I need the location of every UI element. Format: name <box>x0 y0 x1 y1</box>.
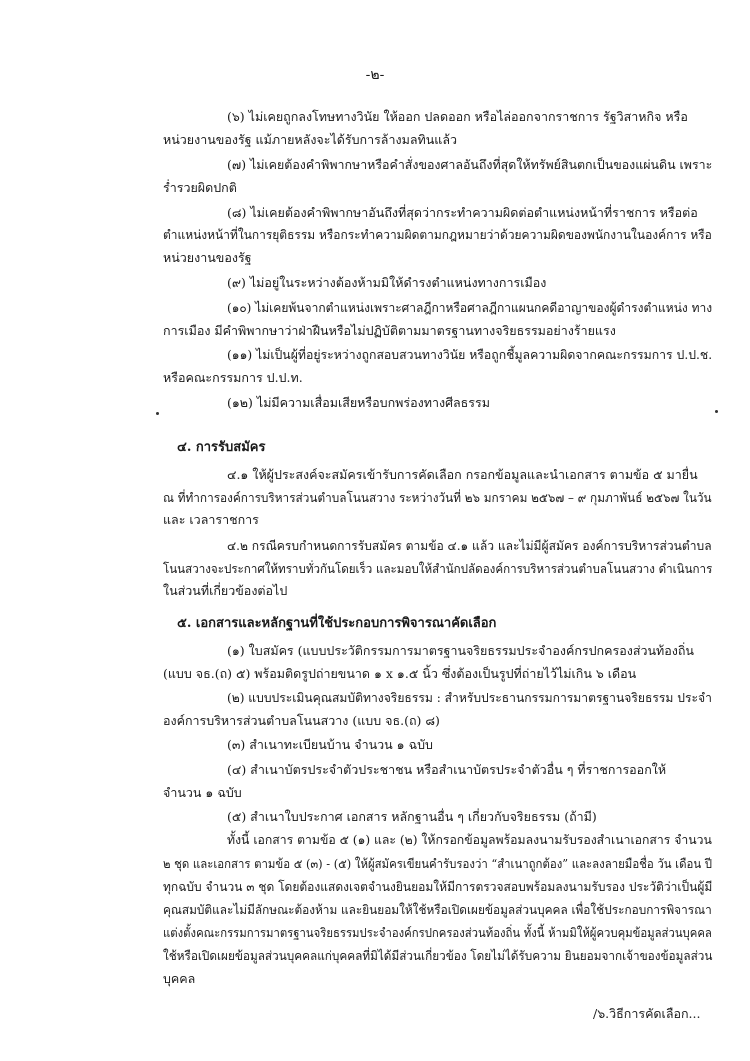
item-8-line-3: หน่วยงานของรัฐ <box>163 250 252 265</box>
section-4-2-line-2: โนนสวางจะประกาศให้ทราบทั่วกันโดยเร็ว และมอบให้สำนักปลัดองค์การบริหารส่วนตำบลโนนสวาง ดำเนินการ <box>163 561 713 576</box>
page-number: -๒- <box>365 67 385 83</box>
section-5-item-2-line-1: (๒) แบบประเมินคุณสมบัติทางจริยธรรม : สำหรับประธานกรรมการมาตรฐานจริยธรรม ประจำ <box>227 690 712 705</box>
scan-speck <box>715 410 718 413</box>
section-4-heading: ๔. การรับสมัคร <box>177 440 266 455</box>
continuation-note: /๖.วิธีการคัดเลือก... <box>593 1006 701 1021</box>
item-12-line-1: (๑๒) ไม่มีความเสื่อมเสียหรือบกพร่องทางศีลธรรม <box>227 395 490 410</box>
section-5-item-3: (๓) สำเนาทะเบียนบ้าน จำนวน ๑ ฉบับ <box>227 737 433 752</box>
section-5-note-line-7: บุคคล <box>163 971 196 986</box>
item-11-line-1: (๑๑) ไม่เป็นผู้ที่อยู่ระหว่างถูกสอบสวนทางวินัย หรือถูกชี้มูลความผิดจากคณะกรรมการ ป.ป.ช. <box>227 347 713 362</box>
section-5-item-1-line-2: (แบบ จธ.(ถ) ๕) พร้อมติดรูปถ่ายขนาด ๑ x ๑.๕ นิ้ว ซึ่งต้องเป็นรูปที่ถ่ายไว้ไม่เกิน ๖ เดือน <box>163 666 637 681</box>
item-9-line-1: (๙) ไม่อยู่ในระหว่างต้องห้ามมิให้ดำรงตำแหน่งทางการเมือง <box>227 275 547 290</box>
item-6-line-2: หน่วยงานของรัฐ แม้ภายหลังจะได้รับการล้างมลทินแล้ว <box>163 132 458 147</box>
section-4-1-line-1: ๔.๑ ให้ผู้ประสงค์จะสมัครเข้ารับการคัดเลือก กรอกข้อมูลและนำเอกสาร ตามข้อ ๕ มายื่น <box>227 467 698 482</box>
item-6-line-1: (๖) ไม่เคยถูกลงโทษทางวินัย ให้ออก ปลดออก หรือไล่ออกจากราชการ รัฐวิสาหกิจ หรือ <box>227 109 688 124</box>
item-7-line-1: (๗) ไม่เคยต้องคำพิพากษาหรือคำสั่งของศาลอันถึงที่สุดให้ทรัพย์สินตกเป็นของแผ่นดิน เพราะ <box>227 157 713 172</box>
section-5-note-line-4: คุณสมบัติและไม่มีลักษณะต้องห้าม และยินยอมให้ใช้หรือเปิดเผยข้อมูลส่วนบุคคล เพื่อใช้ประกอบการพิจารณา <box>163 902 712 917</box>
section-5-item-2-line-2: องค์การบริหารส่วนตำบลโนนสวาง (แบบ จธ.(ถ) ๘) <box>163 713 440 728</box>
item-10-line-1: (๑๐) ไม่เคยพ้นจากตำแหน่งเพราะศาลฎีกาหรือศาลฎีกาแผนกคดีอาญาของผู้ดำรงตำแหน่ง ทาง <box>227 300 713 315</box>
section-5-note-line-3: ทุกฉบับ จำนวน ๓ ชุด โดยต้องแสดงเจตจำนงยินยอมให้มีการตรวจสอบพร้อมลงนามรับรอง ประวัติว่าเป็นผู้มี <box>163 879 713 894</box>
item-11-line-2: หรือคณะกรรมการ ป.ป.ท. <box>163 370 303 385</box>
section-5-note-line-2: ๒ ชุด และเอกสาร ตามข้อ ๕ (๓) - (๕) ให้ผู้สมัครเขียนคำรับรองว่า “สำเนาถูกต้อง” และลงลายมือชื่อ วัน เดือน ปี <box>163 856 712 871</box>
section-5-item-5: (๕) สำเนาใบประกาศ เอกสาร หลักฐานอื่น ๆ เกี่ยวกับจริยธรรม (ถ้ามี) <box>227 809 597 824</box>
scan-speck <box>156 412 159 415</box>
section-5-item-4-line-2: จำนวน ๑ ฉบับ <box>163 785 242 800</box>
section-5-heading: ๕. เอกสารและหลักฐานที่ใช้ประกอบการพิจารณาคัดเลือก <box>177 616 497 631</box>
section-4-1-line-3: และ เวลาราชการ <box>163 512 259 527</box>
section-4-2-line-1: ๔.๒ กรณีครบกำหนดการรับสมัคร ตามข้อ ๔.๑ แล้ว และไม่มีผู้สมัคร องค์การบริหารส่วนตำบล <box>227 538 712 553</box>
section-5-note-line-5: แต่งตั้งคณะกรรมการมาตรฐานจริยธรรมประจำองค์กรปกครองส่วนท้องถิ่น ทั้งนี้ ห้ามมิให้ผู้ควบคุมข้อมูลส่วนบุคคล <box>163 925 712 940</box>
item-8-line-1: (๘) ไม่เคยต้องคำพิพากษาอันถึงที่สุดว่ากระทำความผิดต่อตำแหน่งหน้าที่ราชการ หรือต่อ <box>227 205 698 220</box>
section-5-note-line-6: ใช้หรือเปิดเผยข้อมูลส่วนบุคคลแก่บุคคลที่มิได้มีส่วนเกี่ยวข้อง โดยไม่ได้รับความ ยินยอมจากเจ้าของข้อมูลส่วน <box>163 948 713 963</box>
section-4-2-line-3: ในส่วนที่เกี่ยวข้องต่อไป <box>163 583 288 598</box>
item-8-line-2: ตำแหน่งหน้าที่ในการยุติธรรม หรือกระทำความผิดตามกฎหมายว่าด้วยความผิดของพนักงานในองค์การ หรือ <box>163 227 712 242</box>
section-5-item-4-line-1: (๔) สำเนาบัตรประจำตัวประชาชน หรือสำเนาบัตรประจำตัวอื่น ๆ ที่ราชการออกให้ <box>227 762 667 777</box>
section-5-note-line-1: ทั้งนี้ เอกสาร ตามข้อ ๕ (๑) และ (๒) ให้กรอกข้อมูลพร้อมลงนามรับรองสำเนาเอกสาร จำนวน <box>227 832 712 847</box>
section-5-item-1-line-1: (๑) ใบสมัคร (แบบประวัติกรรมการมาตรฐานจริยธรรมประจำองค์กรปกครองส่วนท้องถิ่น <box>227 643 694 658</box>
item-7-line-2: ร่ำรวยผิดปกติ <box>163 180 237 195</box>
item-10-line-2: การเมือง มีคำพิพากษาว่าฝ่าฝืนหรือไม่ปฏิบัติตามมาตรฐานทางจริยธรรมอย่างร้ายแรง <box>163 323 616 338</box>
section-4-1-line-2: ณ ที่ทำการองค์การบริหารส่วนตำบลโนนสวาง ระหว่างวันที่ ๒๖ มกราคม ๒๕๖๗ – ๙ กุมภาพันธ์ ๒๕๖๗ ในวัน <box>163 490 712 505</box>
